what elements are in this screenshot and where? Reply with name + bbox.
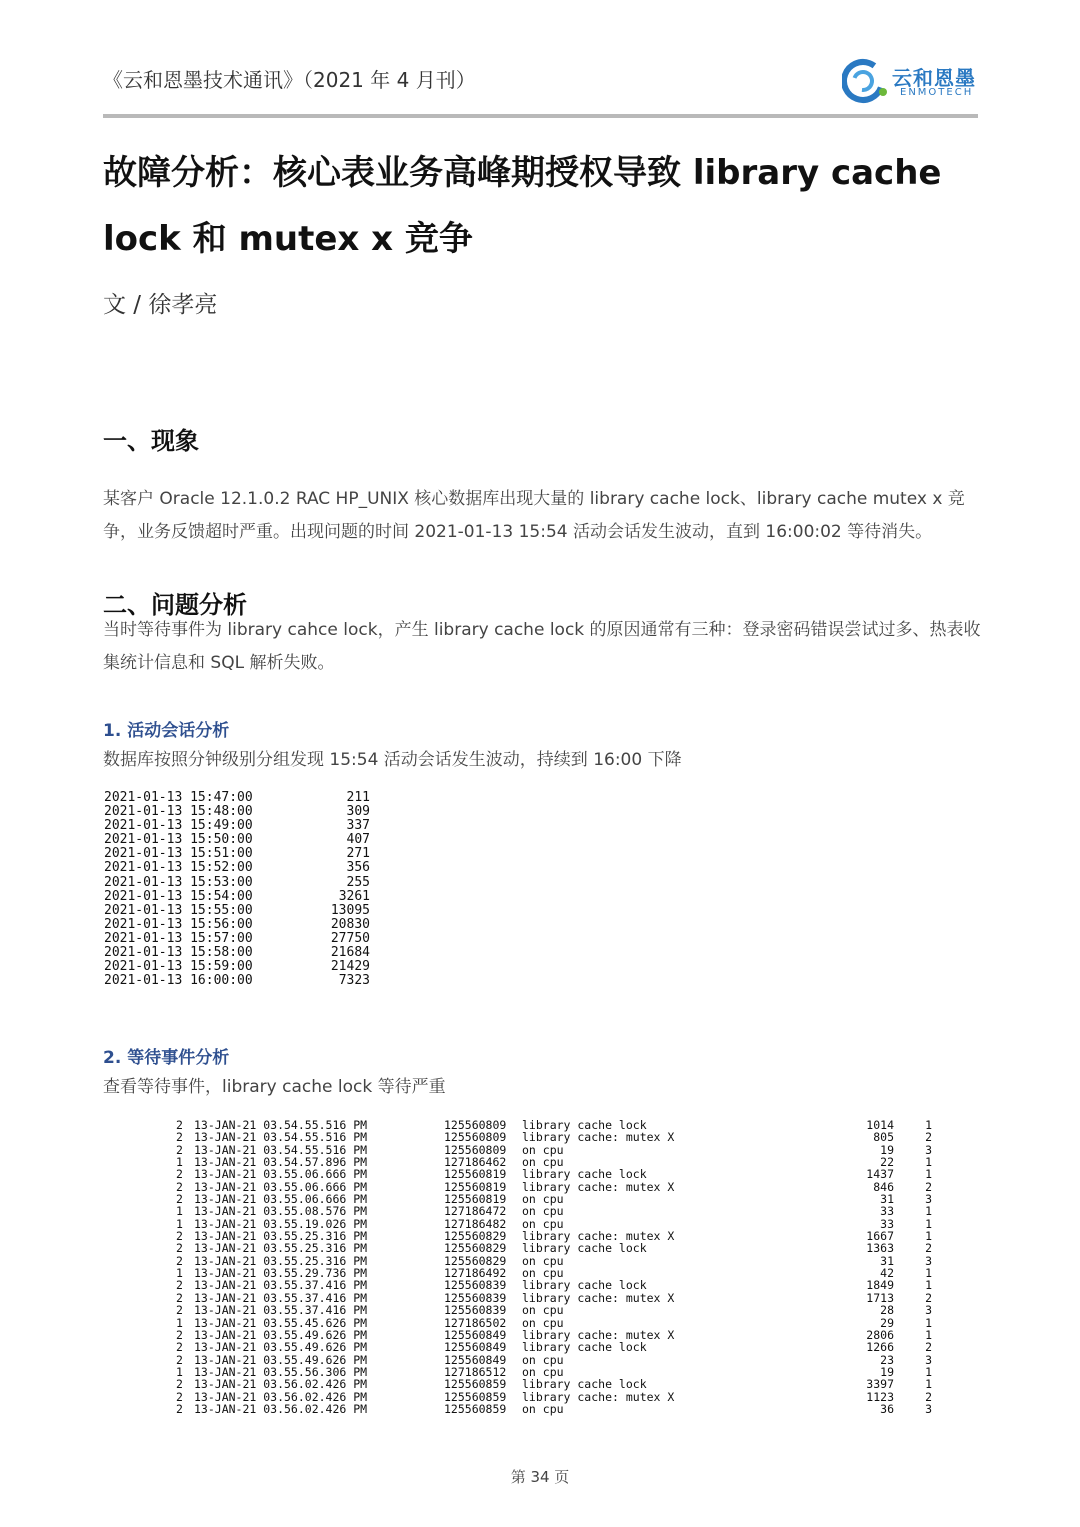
wait-event-row: [176, 1378, 946, 1390]
event-rank: 2: [925, 1130, 932, 1145]
event-rank: 1: [925, 1266, 932, 1281]
event-name: library cache lock: [522, 1340, 647, 1355]
section-body-phenomenon: 某客户 Oracle 12.1.0.2 RAC HP_UNIX 核心数据库出现大量的 library cache lock、library cache mutex x 竞争，业务反馈超时严重。出现问题的时间 2021-01-13 15:54 活动会话发生波动，直到 16:00:02 等待消失。: [103, 489, 965, 542]
event-count: 1437: [866, 1167, 894, 1182]
subsection-body-active-sessions: 数据库按照分钟级别分组发现 15:54 活动会话发生波动，持续到 16:00 下降: [103, 750, 682, 770]
sample-time: 13-JAN-21 03.56.02.426 PM: [194, 1389, 368, 1404]
event-name: on cpu: [522, 1253, 564, 1268]
event-count: 31: [880, 1192, 894, 1207]
session-count-row: [104, 861, 370, 875]
event-rank: 3: [925, 1253, 932, 1268]
sample-id: 127186472: [444, 1204, 507, 1219]
event-count: 29: [880, 1315, 894, 1330]
sample-id: 125560819: [444, 1167, 507, 1182]
logo-text-cn: 云和恩墨: [892, 66, 976, 90]
sample-id: 125560859: [444, 1377, 507, 1392]
event-rank: 1: [925, 1167, 932, 1182]
sample-id: 125560849: [444, 1340, 507, 1355]
event-name: on cpu: [522, 1315, 564, 1330]
event-count: 36: [880, 1401, 894, 1416]
session-timestamp: 2021-01-13 16:00:00: [104, 973, 253, 989]
journal-title: 《云和恩墨技术通讯》（2021 年 4 月刊）: [103, 68, 476, 92]
event-count: 42: [880, 1266, 894, 1281]
event-rank: 3: [925, 1352, 932, 1367]
event-count: 1849: [866, 1278, 894, 1293]
sample-time: 13-JAN-21 03.54.55.516 PM: [194, 1118, 368, 1132]
event-name: library cache: mutex X: [522, 1179, 675, 1194]
session-count: 255: [346, 874, 370, 890]
instance-id: 1: [176, 1315, 183, 1330]
sample-time: 13-JAN-21 03.55.37.416 PM: [194, 1303, 368, 1318]
event-rank: 3: [925, 1192, 932, 1207]
event-rank: 1: [925, 1155, 932, 1170]
instance-id: 2: [176, 1278, 183, 1293]
session-count-row: [104, 805, 370, 819]
instance-id: 2: [176, 1377, 183, 1392]
event-rank: 1: [925, 1118, 932, 1132]
wait-event-row: [176, 1168, 946, 1180]
session-timestamp: 2021-01-13 15:59:00: [104, 959, 253, 975]
sample-time: 13-JAN-21 03.54.57.896 PM: [194, 1155, 368, 1170]
sample-id: 125560809: [444, 1130, 507, 1145]
sample-time: 13-JAN-21 03.55.45.626 PM: [194, 1315, 368, 1330]
event-rank: 2: [925, 1179, 932, 1194]
instance-id: 2: [176, 1389, 183, 1404]
session-timestamp: 2021-01-13 15:50:00: [104, 832, 253, 848]
session-count-row: [104, 946, 370, 960]
sample-time: 13-JAN-21 03.55.56.306 PM: [194, 1364, 368, 1379]
instance-id: 1: [176, 1155, 183, 1170]
session-count-row: [104, 904, 370, 918]
instance-id: 2: [176, 1142, 183, 1157]
section-heading-analysis: 二、问题分析: [103, 591, 247, 619]
session-count-row: [104, 819, 370, 833]
wait-event-listing: [176, 1116, 946, 1424]
session-timestamp: 2021-01-13 15:49:00: [104, 818, 253, 834]
subsection-heading-active-sessions: 1. 活动会话分析: [103, 721, 230, 741]
subsection-heading-wait-events: 2. 等待事件分析: [103, 1048, 230, 1068]
event-count: 1014: [866, 1118, 894, 1132]
session-timestamp: 2021-01-13 15:54:00: [104, 888, 253, 904]
sample-time: 13-JAN-21 03.56.02.426 PM: [194, 1401, 368, 1416]
event-count: 1123: [866, 1389, 894, 1404]
event-name: library cache: mutex X: [522, 1229, 675, 1244]
sample-time: 13-JAN-21 03.55.49.626 PM: [194, 1352, 368, 1367]
wait-event-row: [176, 1279, 946, 1291]
sample-time: 13-JAN-21 03.55.08.576 PM: [194, 1204, 368, 1219]
event-rank: 2: [925, 1241, 932, 1256]
event-name: on cpu: [522, 1266, 564, 1281]
session-count: 271: [346, 846, 370, 862]
instance-id: 2: [176, 1401, 183, 1416]
event-rank: 1: [925, 1216, 932, 1231]
sample-time: 13-JAN-21 03.55.37.416 PM: [194, 1278, 368, 1293]
event-name: library cache: mutex X: [522, 1130, 675, 1145]
event-rank: 2: [925, 1389, 932, 1404]
event-rank: 2: [925, 1340, 932, 1355]
article-title: 故障分析：核心表业务高峰期授权导致 library cache lock 和 mutex x 竞争: [103, 153, 942, 259]
sample-id: 127186462: [444, 1155, 507, 1170]
enmotech-logo-icon: [842, 58, 888, 104]
sample-id: 125560829: [444, 1241, 507, 1256]
sample-id: 125560829: [444, 1229, 507, 1244]
event-name: on cpu: [522, 1364, 564, 1379]
session-count-row: [104, 876, 370, 890]
sample-id: 125560809: [444, 1118, 507, 1132]
event-name: library cache lock: [522, 1167, 647, 1182]
event-count: 22: [880, 1155, 894, 1170]
session-count: 7323: [338, 973, 370, 989]
instance-id: 2: [176, 1352, 183, 1367]
sample-time: 13-JAN-21 03.55.49.626 PM: [194, 1340, 368, 1355]
event-count: 28: [880, 1303, 894, 1318]
instance-id: 2: [176, 1229, 183, 1244]
sample-time: 13-JAN-21 03.55.25.316 PM: [194, 1229, 368, 1244]
event-name: library cache: mutex X: [522, 1327, 675, 1342]
instance-id: 2: [176, 1241, 183, 1256]
event-count: 805: [873, 1130, 894, 1145]
event-name: on cpu: [522, 1303, 564, 1318]
event-rank: 1: [925, 1315, 932, 1330]
instance-id: 2: [176, 1179, 183, 1194]
section-body-analysis: 当时等待事件为 library cahce lock，产生 library cache lock 的原因通常有三种：登录密码错误尝试过多、热表收集统计信息和 SQL 解析失败。: [103, 620, 981, 673]
event-count: 1713: [866, 1290, 894, 1305]
event-rank: 1: [925, 1278, 932, 1293]
session-count: 309: [346, 804, 370, 820]
author-byline: 文 / 徐孝亮: [103, 292, 218, 318]
session-count: 13095: [330, 902, 370, 918]
event-name: on cpu: [522, 1155, 564, 1170]
event-name: library cache: mutex X: [522, 1290, 675, 1305]
wait-event-row: [176, 1242, 946, 1254]
session-timestamp: 2021-01-13 15:55:00: [104, 902, 253, 918]
event-count: 1363: [866, 1241, 894, 1256]
instance-id: 2: [176, 1192, 183, 1207]
wait-event-row: [176, 1341, 946, 1353]
sample-time: 13-JAN-21 03.55.06.666 PM: [194, 1192, 368, 1207]
sample-id: 127186482: [444, 1216, 507, 1231]
instance-id: 1: [176, 1266, 183, 1281]
instance-id: 2: [176, 1303, 183, 1318]
session-count: 3261: [338, 888, 370, 904]
instance-id: 2: [176, 1327, 183, 1342]
clipped-row-top: [176, 1116, 946, 1119]
sample-id: 125560809: [444, 1142, 507, 1157]
sample-time: 13-JAN-21 03.54.55.516 PM: [194, 1130, 368, 1145]
session-timestamp: 2021-01-13 15:57:00: [104, 930, 253, 946]
session-count: 337: [346, 818, 370, 834]
enmotech-logo: [842, 58, 982, 106]
instance-id: 1: [176, 1364, 183, 1379]
wait-event-row: [176, 1304, 946, 1316]
event-rank: 3: [925, 1401, 932, 1416]
sample-time: 13-JAN-21 03.56.02.426 PM: [194, 1377, 368, 1392]
sample-id: 125560839: [444, 1303, 507, 1318]
session-count: 211: [346, 790, 370, 805]
instance-id: 2: [176, 1167, 183, 1182]
section-heading-phenomenon: 一、现象: [103, 427, 199, 455]
event-count: 23: [880, 1352, 894, 1367]
sample-time: 13-JAN-21 03.55.06.666 PM: [194, 1167, 368, 1182]
sample-time: 13-JAN-21 03.55.25.316 PM: [194, 1241, 368, 1256]
sample-id: 125560849: [444, 1352, 507, 1367]
event-name: library cache lock: [522, 1241, 647, 1256]
event-count: 1667: [866, 1229, 894, 1244]
session-timestamp: 2021-01-13 15:53:00: [104, 874, 253, 890]
session-count: 27750: [330, 930, 370, 946]
event-name: library cache lock: [522, 1118, 647, 1132]
session-timestamp: 2021-01-13 15:58:00: [104, 945, 253, 961]
event-count: 3397: [866, 1377, 894, 1392]
logo-text-en: ENMOTECH: [900, 87, 974, 98]
session-count: 356: [346, 860, 370, 876]
sample-time: 13-JAN-21 03.54.55.516 PM: [194, 1142, 368, 1157]
event-count: 31: [880, 1253, 894, 1268]
instance-id: 2: [176, 1340, 183, 1355]
sample-time: 13-JAN-21 03.55.37.416 PM: [194, 1290, 368, 1305]
event-name: library cache lock: [522, 1377, 647, 1392]
sample-time: 13-JAN-21 03.55.49.626 PM: [194, 1327, 368, 1342]
session-count-row: [104, 974, 370, 988]
instance-id: 2: [176, 1130, 183, 1145]
session-timestamp: 2021-01-13 15:51:00: [104, 846, 253, 862]
sample-time: 13-JAN-21 03.55.25.316 PM: [194, 1253, 368, 1268]
event-count: 846: [873, 1179, 894, 1194]
session-count: 21429: [330, 959, 370, 975]
instance-id: 1: [176, 1216, 183, 1231]
wait-event-row: [176, 1317, 946, 1329]
sample-id: 125560859: [444, 1389, 507, 1404]
event-name: on cpu: [522, 1192, 564, 1207]
event-count: 19: [880, 1142, 894, 1157]
sample-time: 13-JAN-21 03.55.06.666 PM: [194, 1179, 368, 1194]
session-count-row: [104, 932, 370, 946]
event-rank: 1: [925, 1364, 932, 1379]
event-name: on cpu: [522, 1352, 564, 1367]
session-count-listing: [104, 791, 370, 988]
session-count: 21684: [330, 945, 370, 961]
instance-id: 2: [176, 1118, 183, 1132]
event-rank: 1: [925, 1327, 932, 1342]
session-timestamp: 2021-01-13 15:56:00: [104, 916, 253, 932]
session-timestamp: 2021-01-13 15:47:00: [104, 790, 253, 805]
session-count-row: [104, 960, 370, 974]
session-timestamp: 2021-01-13 15:52:00: [104, 860, 253, 876]
sample-id: 127186492: [444, 1266, 507, 1281]
event-count: 1266: [866, 1340, 894, 1355]
event-rank: 1: [925, 1377, 932, 1392]
event-count: 2806: [866, 1327, 894, 1342]
event-count: 33: [880, 1204, 894, 1219]
session-count-row: [104, 847, 370, 861]
sample-id: 125560839: [444, 1290, 507, 1305]
sample-id: 127186512: [444, 1364, 507, 1379]
event-rank: 1: [925, 1229, 932, 1244]
sample-id: 125560819: [444, 1192, 507, 1207]
event-name: library cache: mutex X: [522, 1389, 675, 1404]
sample-id: 125560829: [444, 1253, 507, 1268]
sample-time: 13-JAN-21 03.55.19.026 PM: [194, 1216, 368, 1231]
instance-id: 1: [176, 1204, 183, 1219]
sample-id: 125560839: [444, 1278, 507, 1293]
event-count: 33: [880, 1216, 894, 1231]
event-name: on cpu: [522, 1142, 564, 1157]
session-count-row: [104, 918, 370, 932]
sample-id: 127186502: [444, 1315, 507, 1330]
session-timestamp: 2021-01-13 15:48:00: [104, 804, 253, 820]
sample-time: 13-JAN-21 03.55.29.736 PM: [194, 1266, 368, 1281]
sample-id: 125560859: [444, 1401, 507, 1416]
page-number: 第 34 页: [510, 1468, 570, 1486]
event-name: library cache lock: [522, 1278, 647, 1293]
session-count: 20830: [330, 916, 370, 932]
instance-id: 2: [176, 1253, 183, 1268]
wait-event-row: [176, 1205, 946, 1217]
wait-event-row: [176, 1131, 946, 1143]
sample-id: 125560849: [444, 1327, 507, 1342]
instance-id: 2: [176, 1290, 183, 1305]
event-rank: 1: [925, 1204, 932, 1219]
event-rank: 3: [925, 1142, 932, 1157]
event-count: 19: [880, 1364, 894, 1379]
event-name: on cpu: [522, 1204, 564, 1219]
session-count-row: [104, 791, 370, 805]
session-count-row: [104, 890, 370, 904]
session-count-row: [104, 833, 370, 847]
event-rank: 3: [925, 1303, 932, 1318]
subsection-body-wait-events: 查看等待事件，library cache lock 等待严重: [103, 1077, 446, 1097]
wait-event-row: [176, 1403, 946, 1415]
event-rank: 2: [925, 1290, 932, 1305]
sample-id: 125560819: [444, 1179, 507, 1194]
session-count: 407: [346, 832, 370, 848]
event-name: on cpu: [522, 1401, 564, 1416]
event-name: on cpu: [522, 1216, 564, 1231]
header-divider: [103, 114, 978, 118]
